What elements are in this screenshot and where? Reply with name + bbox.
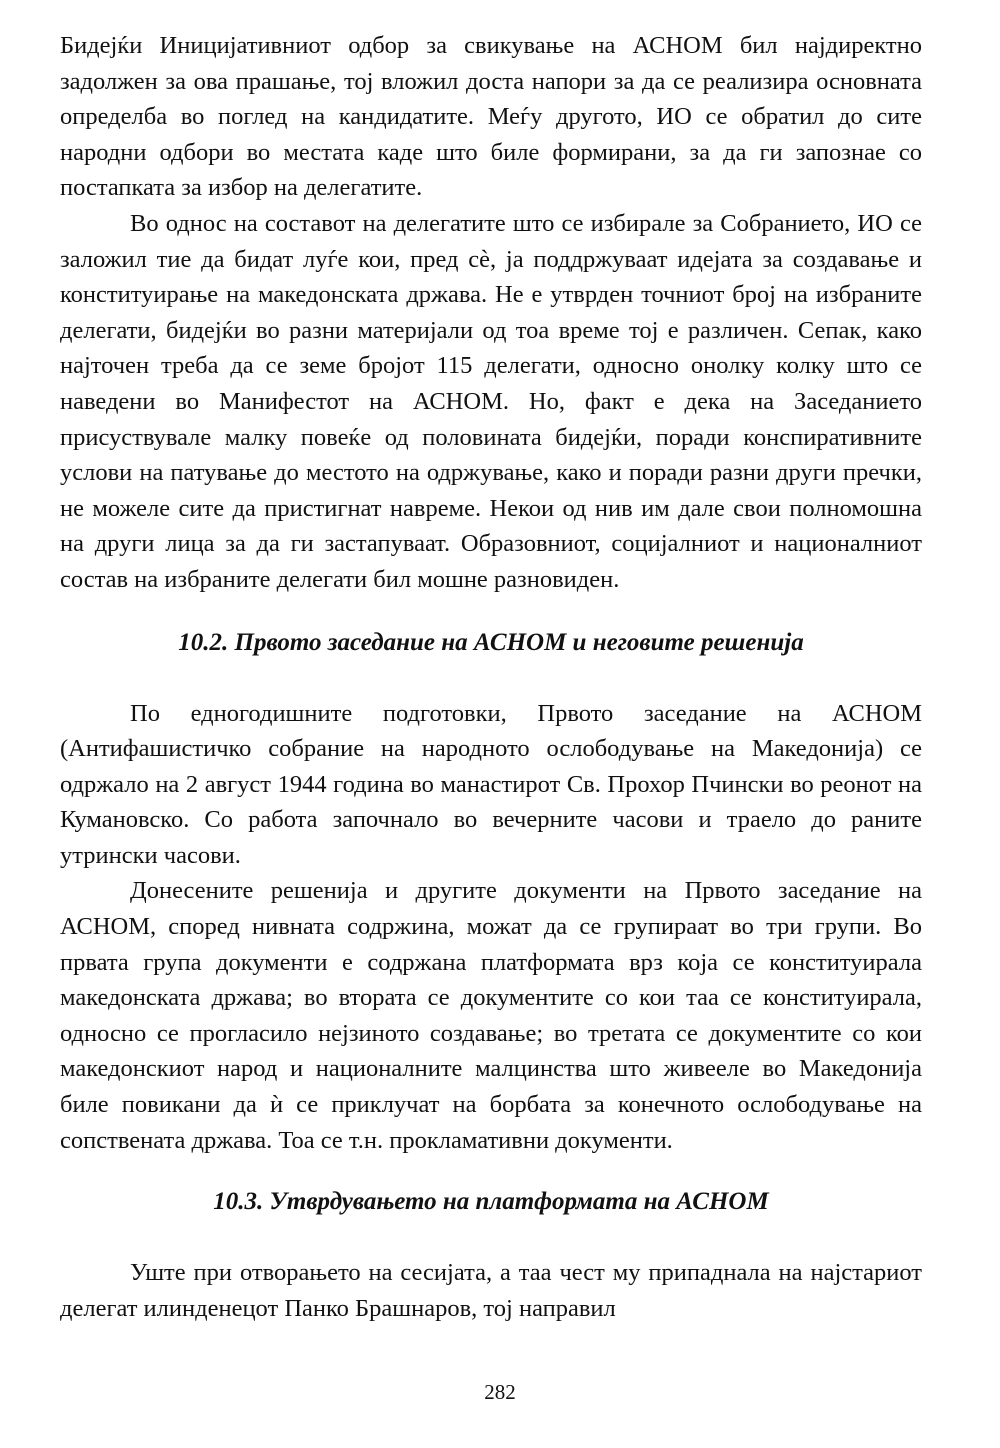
- paragraph-5: Уште при отворањето на сесијата, а таа чест му припаднала на најстариот делегат илинденецот Панко Брашнаров, тој направил: [60, 1259, 922, 1322]
- paragraph-3: По едногодишните подготовки, Првото заседание на АСНОМ (Антифашистичко собрание на народното ослободување на Македонија) се одржало на 2 август 1944 година во манастирот Св. Прохор Пчински во реонот на Кумановско. Со работа започнало во вечерните часови и траело до раните утрински часови.: [60, 699, 922, 869]
- page-body: [60, 28, 922, 1326]
- section-heading-10-3: 10.3. Утврдувањето на платформата на АСНОМ: [213, 1188, 769, 1216]
- paragraph-2: Во однос на составот на делегатите што се избирале за Собранието, ИО се заложил тие да бидат луѓе кои, пред сè, ја поддржуваат идејата за создавање и конституирање на македонската држава. Не е утврден точниот број на избраните делегати, бидејќи во разни материјали од тоа време тој е различен. Сепак, како најточен треба да се земе бројот 115 делегати, односно онолку колку што се наведени во Манифестот на АСНОМ. Но, факт е дека на Заседанието присуствувале малку повеќе од половината бидејќи, поради конспиративните услови на патување до местото на одржување, како и поради разни други пречки, не можеле сите да пристигнат навреме. Некои од нив им дале свои полномошна на други лица за да ги застапуваат. Образовниот, социјалниот и националниот состав на избраните делегати бил мошне разновиден.: [60, 209, 922, 593]
- paragraph-4: Донесените решенија и другите документи на Првото заседание на АСНОМ, според нивната содржина, можат да се групираат во три групи. Во првата група документи е содржана платформата врз која се конституирала македонската држава; во втората се документите со кои таа се конституирала, односно се прогласило нејзиното создавање; во третата се документите со кои македонскиот народ и националните малцинства што живееле во Македонија биле повикани да ѝ се приклучат на борбата за конечното ослободување на сопствената држава. Тоа се т.н. прокламативни документи.: [60, 877, 922, 1154]
- page-number: 282: [484, 1380, 516, 1404]
- section-heading-10-2: 10.2. Првото заседание на АСНОМ и неговите решенија: [178, 628, 804, 656]
- paragraph-1: Бидејќи Иницијативниот одбор за свикување на АСНОМ бил најдиректно задолжен за ова прашање, тој вложил доста напори за да се реализира основната определба во поглед на кандидатите. Меѓу другото, ИО се обратил до сите народни одбори во местата каде што биле формирани, за да ги запознае со постапката за избор на делегатите.: [60, 32, 922, 202]
